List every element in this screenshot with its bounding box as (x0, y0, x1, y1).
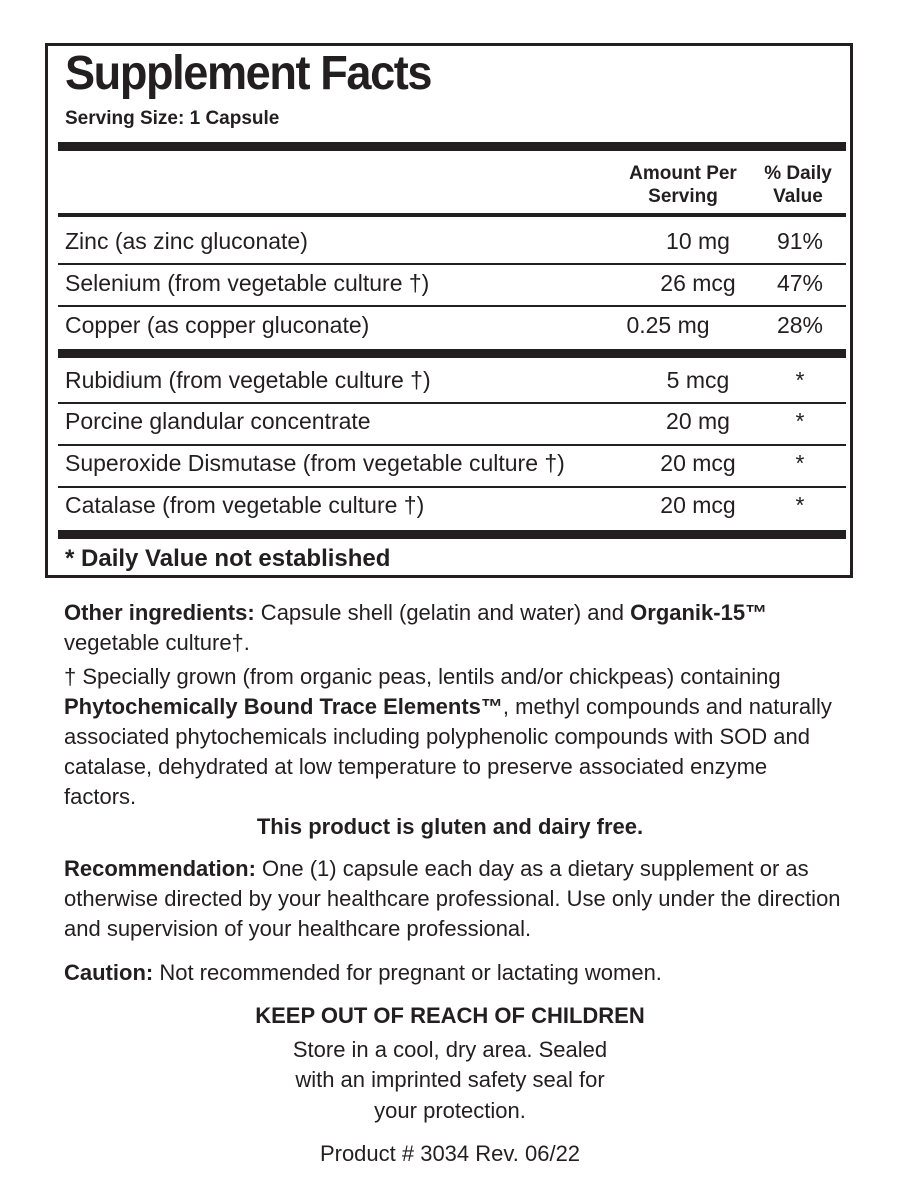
nutrient-row (48, 492, 850, 532)
recommendation-label: Recommendation: (64, 856, 256, 881)
nutrient-name: Superoxide Dismutase (from vegetable culture †) (65, 450, 565, 476)
daily-value-header: % Daily Value (764, 163, 832, 207)
supplement-facts-panel (45, 43, 853, 578)
amount-per-serving-header: Amount Per Serving (629, 163, 737, 207)
thick-rule-middle (58, 349, 846, 358)
product-number: Product # 3034 Rev. 06/22 (319, 1141, 581, 1166)
nutrient-row (48, 270, 850, 310)
nutrient-amount: 20 mcg (660, 492, 736, 518)
nutrient-daily-value: 47% (776, 270, 824, 296)
daily-value-footnote: * Daily Value not established (65, 545, 391, 572)
nutrient-amount: 26 mcg (660, 270, 736, 296)
child-safety-warning: KEEP OUT OF REACH OF CHILDREN (255, 1003, 645, 1028)
nutrient-daily-value: 28% (776, 312, 824, 338)
nutrient-daily-value: * (795, 408, 805, 434)
thick-rule-top (58, 142, 846, 151)
nutrient-daily-value: * (795, 450, 805, 476)
nutrient-daily-value: 91% (776, 228, 824, 254)
nutrient-daily-value: * (795, 367, 805, 393)
dagger-note: † Specially grown (from organic peas, lentils and/or chickpeas) containing Phytochemically Bound Trace Elements™, methyl compounds and naturally associated phytochemicals including polyphenolic compounds with SOD and catalase, dehydrated at low temperature to preserve associated enzyme factors. (64, 664, 832, 809)
trace-elements-trademark: Phytochemically Bound Trace Elements™ (64, 694, 503, 719)
nutrient-daily-value: * (795, 492, 805, 518)
nutrient-amount: 10 mg (666, 228, 730, 254)
row-divider (58, 263, 846, 265)
nutrient-amount: 20 mcg (660, 450, 736, 476)
storage-instructions-line-3: your protection. (374, 1098, 526, 1123)
gluten-dairy-free-statement: This product is gluten and dairy free. (256, 814, 644, 839)
panel-title: Supplement Facts (65, 47, 432, 100)
caution-label: Caution: (64, 960, 154, 985)
row-divider (58, 402, 846, 404)
brand-name: Organik-15™ (630, 600, 768, 625)
nutrient-row (48, 312, 850, 352)
nutrient-row (48, 450, 850, 490)
row-divider (58, 486, 846, 488)
recommendation: Recommendation: One (1) capsule each day as a dietary supplement or as otherwise directed by your healthcare professional. Use only under the direction and supervision of your healthcare professional. (64, 856, 841, 941)
nutrient-row (48, 367, 850, 407)
nutrient-row (48, 228, 850, 268)
nutrient-name: Porcine glandular concentrate (65, 408, 371, 434)
caution: Caution: Not recommended for pregnant or lactating women. (64, 960, 662, 985)
other-ingredients: Other ingredients: Capsule shell (gelatin and water) and Organik-15™ vegetable culture†. (64, 600, 768, 655)
nutrient-name: Selenium (from vegetable culture †) (65, 270, 430, 296)
header-rule (58, 213, 846, 217)
thick-rule-bottom (58, 530, 846, 539)
serving-size: Serving Size: 1 Capsule (65, 108, 280, 129)
storage-instructions-line-2: with an imprinted safety seal for (295, 1067, 605, 1092)
row-divider (58, 444, 846, 446)
nutrient-amount: 20 mg (666, 408, 730, 434)
row-divider (58, 305, 846, 307)
other-ingredients-label: Other ingredients: (64, 600, 255, 625)
nutrient-amount: 5 mcg (666, 367, 730, 393)
nutrient-amount: 0.25 mg (626, 312, 710, 338)
nutrient-row (48, 408, 850, 448)
storage-instructions-line-1: Store in a cool, dry area. Sealed (292, 1037, 608, 1062)
nutrient-name: Catalase (from vegetable culture †) (65, 492, 425, 518)
nutrient-name: Copper (as copper gluconate) (65, 312, 370, 338)
nutrient-name: Zinc (as zinc gluconate) (65, 228, 308, 254)
nutrient-name: Rubidium (from vegetable culture †) (65, 367, 431, 393)
